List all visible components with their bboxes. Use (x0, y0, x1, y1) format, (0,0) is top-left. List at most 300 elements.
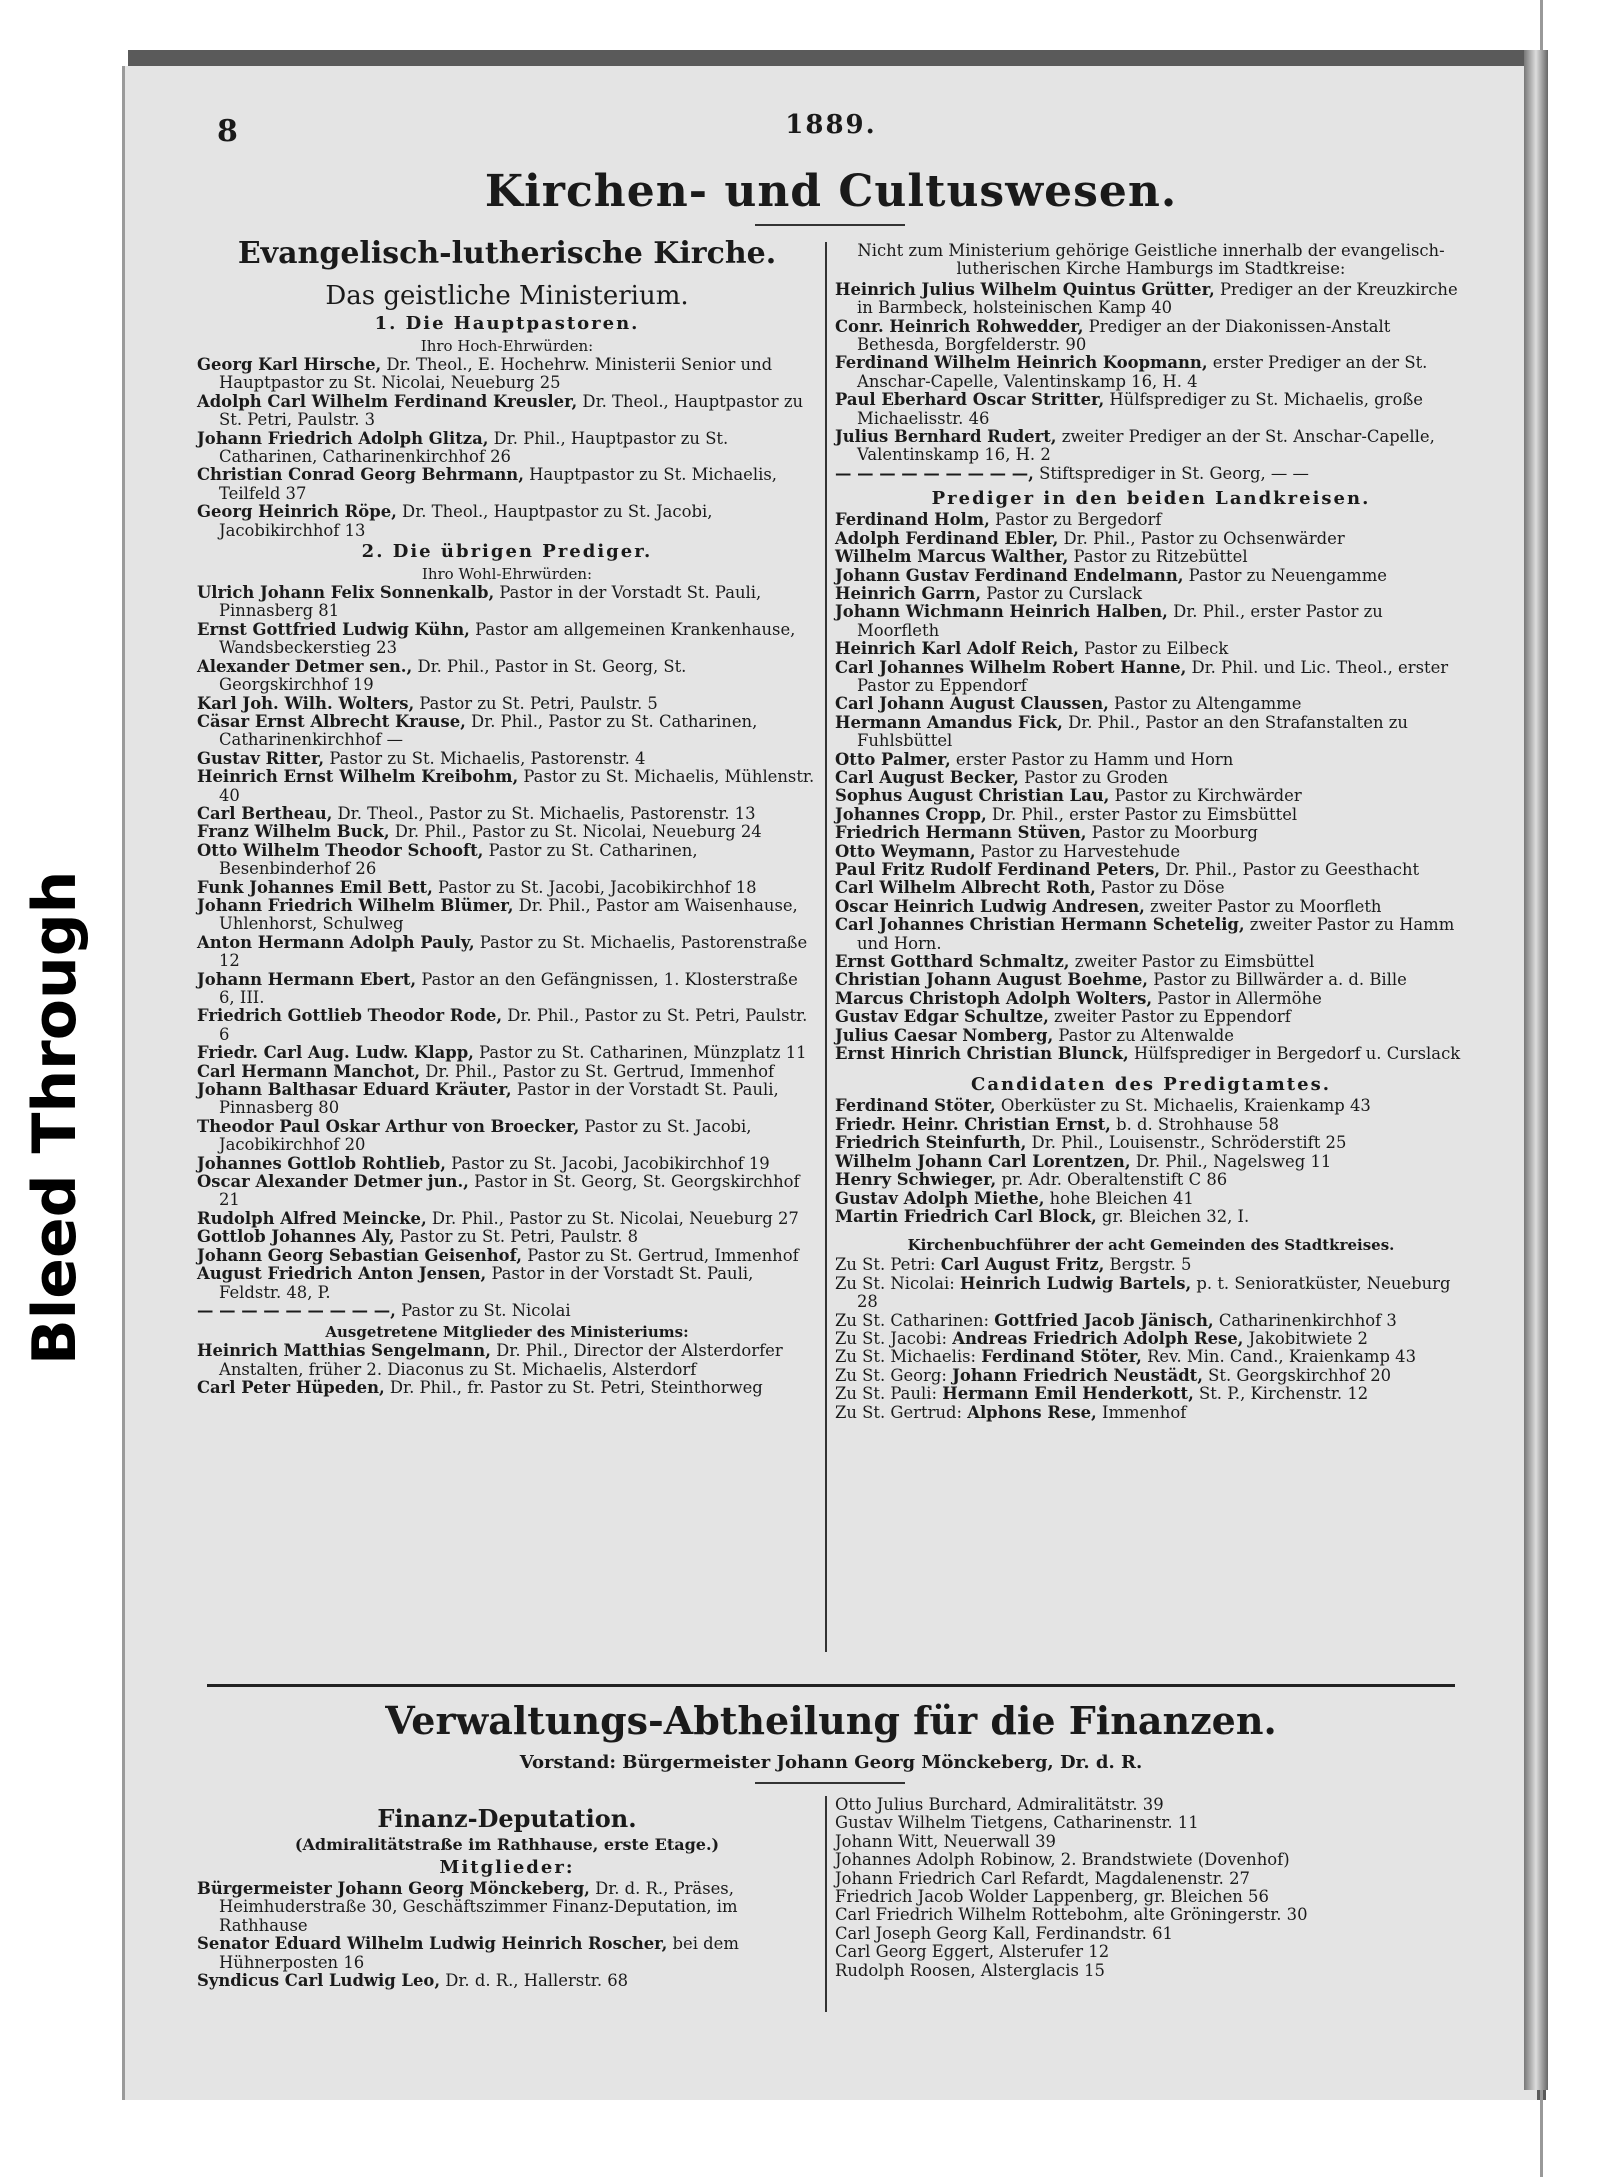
candidates-list (835, 1097, 1467, 1226)
entry-details: Jakobitwiete 2 (1243, 1328, 1368, 1348)
list-item: Rudolph Roosen, Alsterglacis 15 (835, 1960, 1105, 1980)
list-item (835, 511, 1467, 529)
entry-name: Christian Johann August Boehme, (835, 970, 1148, 990)
entry-details: Dr. Theol., Hauptpastor zu St. Jacobi, Jacobikirchhof 13 (219, 502, 713, 540)
entry-details: Pastor zu Bergedorf (989, 510, 1162, 530)
list-item (835, 391, 1467, 428)
entry-name: Heinrich Julius Wilhelm Quintus Grütter, (835, 279, 1215, 299)
section1-list (197, 356, 817, 540)
entry-name: Johann Friedrich Wilhelm Blümer, (197, 895, 514, 915)
entry-details: Pastor zu Ritzebüttel (1068, 547, 1248, 567)
list-item (835, 1134, 1467, 1152)
entry-prefix: Zu St. Jacobi: (835, 1328, 953, 1348)
list-item (835, 787, 1467, 805)
entry-name: Johannes Cropp, (835, 804, 987, 824)
bleed-through-label: Bleed Through (20, 870, 90, 1365)
entry-name: Theodor Paul Oskar Arthur von Broecker, (197, 1116, 580, 1136)
list-item (197, 1173, 817, 1210)
entry-name: Johann Friedrich Adolph Glitza, (197, 428, 489, 448)
entry-name: Friedrich Hermann Stüven, (835, 823, 1087, 843)
list-item (835, 659, 1467, 696)
entry-details: Pastor zu St. Catharinen, Münzplatz 11 (473, 1043, 807, 1063)
entry-details: Dr. d. R., Hallerstr. 68 (440, 1971, 629, 1991)
members-heading: Mitglieder: (439, 1857, 575, 1878)
entry-details: Pastor zu St. Catharinen, Besenbinderhof 26 (219, 840, 698, 879)
entry-details: Pastor zu St. Jacobi, Jacobikirchhof 19 (445, 1153, 770, 1173)
list-item (835, 603, 1467, 640)
entry-name: Heinrich Ernst Wilhelm Kreibohm, (197, 767, 519, 787)
entry-details: Pastor zu Billwärder a. d. Bille (1147, 970, 1407, 990)
list-item (835, 1045, 1467, 1063)
entry-name: Johann Friedrich Neustädt, (952, 1365, 1203, 1385)
entry-details: Prediger an der Kreuzkirche in Barmbeck, holsteinischen Kamp 40 (857, 279, 1458, 318)
entry-details: Pastor zu St. Michaelis, Mühlenstr. 40 (219, 767, 815, 805)
entry-name: Gottfried Jacob Jänisch, (994, 1310, 1214, 1330)
entry-name: Carl Hermann Manchot, (197, 1061, 421, 1081)
entry-name: Christian Conrad Georg Behrmann, (197, 465, 524, 485)
page-title: Kirchen- und Cultuswesen. (484, 166, 1178, 217)
entry-name: Carl Wilhelm Albrecht Roth, (835, 878, 1096, 898)
list-item (197, 805, 817, 823)
list-item (835, 1208, 1467, 1226)
entry-details: Dr. Phil., Nagelsweg 11 (1130, 1151, 1332, 1171)
finance-title: Verwaltungs-Abtheilung für die Finanzen. (385, 1698, 1277, 1743)
landkreis-list (835, 511, 1467, 1063)
entry-details: erster Prediger an der St. Anschar-Capelle, Valentinskamp 16, H. 4 (857, 353, 1428, 391)
entry-name: Friedrich Steinfurth, (835, 1133, 1027, 1153)
list-item (835, 916, 1467, 953)
list-item (197, 1379, 817, 1397)
section-divider (207, 1684, 1455, 1687)
entry-details: Stiftsprediger in St. Georg, — — (1033, 463, 1309, 483)
section2-list (197, 584, 817, 1320)
list-item (197, 1972, 817, 1990)
entry-name: Andreas Friedrich Adolph Rese, (952, 1328, 1244, 1348)
list-item (197, 584, 817, 621)
entry-details: Dr. Phil., Pastor zu Ochsenwärder (1058, 528, 1345, 548)
entry-name: Franz Wilhelm Buck, (197, 822, 390, 842)
entry-details: Pastor zu St. Petri, Paulstr. 8 (394, 1227, 639, 1247)
entry-details: Dr. Phil., Pastor zu St. Catharinen, Catharinenkirchhof — (219, 711, 758, 750)
entry-name: Heinrich Ludwig Bartels, (960, 1273, 1192, 1293)
list-item (197, 621, 817, 658)
list-item: Johann Friedrich Carl Refardt, Magdalenenstr. 27 (835, 1868, 1250, 1888)
entry-name: Carl Johann August Claussen, (835, 694, 1109, 714)
entry-prefix: Zu St. Pauli: (835, 1384, 943, 1404)
entry-name: — — — — — — — — —, (197, 1300, 396, 1320)
list-item (197, 658, 817, 695)
list-item (197, 1007, 817, 1044)
list-item (835, 281, 1467, 318)
list-item (197, 695, 817, 713)
entry-details: Pastor in der Vorstadt St. Pauli, Pinnasberg 80 (219, 1080, 779, 1118)
page-number: 8 (217, 114, 238, 149)
list-item (835, 769, 1467, 787)
title-rule (755, 224, 905, 226)
entry-details: Pastor zu Altengamme (1108, 694, 1302, 714)
entry-name: Paul Eberhard Oscar Stritter, (835, 390, 1105, 410)
entry-details: Pastor zu Groden (1018, 767, 1169, 787)
entry-details: St. Georgskirchhof 20 (1202, 1365, 1392, 1385)
list-item (835, 898, 1467, 916)
list-item (835, 567, 1467, 585)
side-panel (0, 0, 112, 2177)
finance-left-column (197, 1804, 817, 1990)
entry-details: Dr. Theol., E. Hochehrw. Ministerii Senior und Hauptpastor zu St. Nicolai, Neueburg 25 (219, 355, 773, 393)
entry-name: Gustav Edgar Schultze, (835, 1007, 1049, 1027)
entry-name: Friedr. Heinr. Christian Ernst, (835, 1114, 1111, 1134)
list-item (835, 953, 1467, 971)
entry-details: Dr. Phil., Louisenstr., Schröderstift 25 (1026, 1133, 1347, 1153)
entry-name: Georg Heinrich Röpe, (197, 502, 397, 522)
entry-details: Pastor zu St. Gertrud, Immenhof (522, 1245, 799, 1265)
entry-name: Karl Joh. Wilh. Wolters, (197, 693, 415, 713)
finance-column-divider (825, 1796, 827, 2012)
entry-details: Bergstr. 5 (1104, 1255, 1192, 1275)
column-divider (825, 242, 827, 1652)
entry-name: Ernst Gottfried Ludwig Kühn, (197, 619, 470, 639)
list-item (835, 1153, 1467, 1171)
list-item (197, 842, 817, 879)
entry-name: Carl Peter Hüpeden, (197, 1378, 385, 1398)
retired-heading: Ausgetretene Mitglieder des Ministeriums: (325, 1323, 689, 1342)
entry-name: Ulrich Johann Felix Sonnenkalb, (197, 583, 495, 603)
entry-details: Dr. Theol., Hauptpastor zu St. Petri, Paulstr. 3 (219, 391, 804, 430)
entry-details: Rev. Min. Cand., Kraienkamp 43 (1141, 1347, 1417, 1367)
entry-name: Georg Karl Hirsche, (197, 355, 382, 374)
list-item (835, 971, 1467, 989)
list-item: Gustav Wilhelm Tietgens, Catharinenstr. 11 (835, 1813, 1199, 1833)
list-item (835, 1027, 1467, 1045)
section2-heading: 2. Die übrigen Prediger. (361, 541, 653, 563)
entry-details: Hauptpastor zu St. Michaelis, Teilfeld 37 (219, 465, 777, 503)
entry-name: Gustav Adolph Miethe, (835, 1188, 1045, 1208)
entry-details: Pastor in Allermöhe (1152, 988, 1322, 1008)
list-item (197, 1063, 817, 1081)
entry-prefix: Zu St. Catharinen: (835, 1310, 995, 1330)
entry-name: Friedr. Carl Aug. Ludw. Klapp, (197, 1043, 474, 1063)
list-item (197, 1228, 817, 1246)
entry-name: Heinrich Garrn, (835, 583, 982, 603)
ministry-heading: Das geistliche Ministerium. (325, 281, 689, 311)
list-item (835, 1116, 1467, 1134)
entry-details: Pastor in St. Georg, St. Georgskirchhof 21 (219, 1172, 800, 1210)
list-item: Carl Joseph Georg Kall, Ferdinandstr. 61 (835, 1923, 1173, 1943)
entry-details: Oberküster zu St. Michaelis, Kraienkamp 43 (995, 1096, 1371, 1116)
entry-name: Wilhelm Marcus Walther, (835, 547, 1069, 567)
entry-details: Immenhof (1096, 1402, 1187, 1422)
finance-subtitle: Vorstand: Bürgermeister Johann Georg Mönckeberg, Dr. d. R. (519, 1752, 1143, 1773)
entry-details: Dr. Phil., Director der Alsterdorfer Anstalten, früher 2. Diaconus zu St. Michaelis, Alsterdorf (219, 1341, 783, 1379)
list-item (835, 1367, 1467, 1385)
list-item (835, 1256, 1467, 1274)
entry-details: Pastor zu St. Petri, Paulstr. 5 (414, 693, 658, 713)
entry-details: zweiter Pastor zu Eimsbüttel (1069, 952, 1315, 972)
list-item (835, 1312, 1467, 1330)
list-item (835, 751, 1467, 769)
list-item (197, 713, 817, 750)
entry-details: Hülfsprediger in Bergedorf u. Curslack (1128, 1044, 1461, 1064)
entry-details: Pastor zu Döse (1095, 878, 1225, 898)
year-heading: 1889. (785, 110, 877, 140)
list-item (197, 430, 817, 467)
list-item (835, 1348, 1467, 1366)
list-item (197, 1044, 817, 1062)
list-item (197, 750, 817, 768)
list-item (835, 990, 1467, 1008)
entry-details: Pastor zu St. Nicolai (395, 1300, 571, 1320)
entry-name: Carl August Fritz, (940, 1255, 1105, 1275)
entry-name: Ferdinand Stöter, (981, 1347, 1142, 1367)
entry-details: Dr. Phil., erster Pastor zu Eimsbüttel (986, 804, 1298, 824)
list-item (197, 1935, 817, 1972)
entry-name: Carl Johannes Wilhelm Robert Hanne, (835, 657, 1187, 677)
clerks-list (835, 1256, 1467, 1422)
entry-details: hohe Bleichen 41 (1044, 1188, 1194, 1208)
entry-name: Anton Hermann Adolph Pauly, (197, 932, 475, 952)
document-page (122, 66, 1537, 2100)
entry-name: Ferdinand Holm, (835, 510, 990, 530)
section1-heading: 1. Die Hauptpastoren. (374, 313, 640, 334)
list-item (835, 1330, 1467, 1348)
retired-list (197, 1342, 817, 1397)
entry-details: Dr. Phil., Pastor am Waisenhause, Uhlenhorst, Schulweg (219, 895, 798, 934)
entry-name: Alexander Detmer sen., (197, 656, 413, 676)
non-ministry-list (835, 281, 1467, 483)
list-item (197, 466, 817, 503)
list-item (197, 971, 817, 1008)
entry-name: Conr. Heinrich Rohwedder, (835, 316, 1084, 336)
entry-details: Dr. Phil., Hauptpastor zu St. Catharinen, Catharinenkirchhof 26 (219, 428, 729, 467)
list-item: Carl Friedrich Wilhelm Rottebohm, alte Gröningerstr. 30 (835, 1905, 1308, 1925)
entry-name: Ferdinand Wilhelm Heinrich Koopmann, (835, 353, 1208, 373)
list-item (835, 695, 1467, 713)
entry-name: Sophus August Christian Lau, (835, 786, 1110, 806)
entry-name: Carl August Becker, (835, 767, 1019, 787)
entry-name: Syndicus Carl Ludwig Leo, (197, 1971, 441, 1991)
list-item (835, 354, 1467, 391)
entry-name: Paul Fritz Rudolf Ferdinand Peters, (835, 860, 1161, 879)
entry-name: Julius Caesar Nomberg, (835, 1025, 1054, 1045)
entry-details: Pastor zu Kirchwärder (1109, 786, 1302, 806)
entry-name: Otto Wilhelm Theodor Schooft, (197, 840, 484, 860)
members-left-list (197, 1880, 817, 1990)
entry-name: Funk Johannes Emil Bett, (197, 877, 433, 897)
entry-name: Johann Gustav Ferdinand Endelmann, (835, 565, 1184, 585)
entry-details: pr. Adr. Oberaltenstift C 86 (996, 1170, 1228, 1190)
entry-name: Carl Bertheau, (197, 803, 333, 823)
entry-details: Dr. Phil., Pastor zu Geesthacht (1160, 860, 1420, 879)
entry-name: Otto Weymann, (835, 841, 976, 861)
list-item (835, 879, 1467, 897)
list-item (835, 806, 1467, 824)
entry-details: Pastor am allgemeinen Krankenhause, Wandsbeckerstieg 23 (219, 619, 796, 658)
entry-prefix: Zu St. Nicolai: (835, 1273, 961, 1293)
entry-name: Johannes Gottlob Rohtlieb, (197, 1153, 446, 1173)
entry-name: Senator Eduard Wilhelm Ludwig Heinrich Roscher, (197, 1934, 668, 1954)
landkreis-heading: Prediger in den beiden Landkreisen. (931, 488, 1371, 510)
list-item (835, 714, 1467, 751)
entry-name: Adolph Carl Wilhelm Ferdinand Kreusler, (197, 391, 578, 411)
entry-details: zweiter Pastor zu Hamm und Horn. (857, 915, 1455, 953)
list-item (197, 879, 817, 897)
entry-name: — — — — — — — — —, (835, 463, 1034, 483)
list-item (197, 1265, 817, 1302)
page-edge (1524, 50, 1548, 2090)
list-item (197, 1118, 817, 1155)
entry-details: Pastor in der Vorstadt St. Pauli, Pinnasberg 81 (219, 583, 762, 621)
list-item (835, 1097, 1467, 1115)
entry-name: Hermann Emil Henderkott, (942, 1384, 1194, 1404)
list-item (835, 428, 1467, 465)
entry-details: Dr. Phil., Pastor zu St. Nicolai, Neueburg 27 (426, 1208, 799, 1228)
list-item (197, 393, 817, 430)
list-item (835, 843, 1467, 861)
entry-name: Ernst Hinrich Christian Blunck, (835, 1044, 1129, 1064)
entry-details: zweiter Pastor zu Moorfleth (1144, 896, 1382, 916)
entry-details: Dr. Phil., Pastor zu St. Nicolai, Neueburg 24 (389, 822, 762, 842)
entry-name: Johann Balthasar Eduard Kräuter, (197, 1080, 512, 1100)
list-item (197, 897, 817, 934)
list-item (197, 503, 817, 540)
list-item (835, 548, 1467, 566)
list-item (197, 1210, 817, 1228)
entry-details: b. d. Strohhause 58 (1110, 1114, 1280, 1134)
entry-name: Heinrich Karl Adolf Reich, (835, 639, 1079, 659)
list-item (835, 1008, 1467, 1026)
entry-name: Gustav Ritter, (197, 748, 325, 768)
entry-name: Johann Georg Sebastian Geisenhof, (197, 1245, 523, 1265)
entry-prefix: Zu St. Petri: (835, 1255, 941, 1275)
non-ministry-intro: Nicht zum Ministerium gehörige Geistliche innerhalb der evangelisch-lutherischen Kirche Hamburgs im Stadtkreise: (857, 241, 1445, 279)
list-item (835, 1171, 1467, 1189)
entry-details: Pastor zu Harvestehude (975, 841, 1181, 861)
entry-details: Dr. Phil., Pastor an den Strafanstalten zu Fuhlsbüttel (857, 712, 1408, 751)
entry-prefix: Zu St. Gertrud: (835, 1402, 968, 1422)
list-item (835, 1385, 1467, 1403)
candidates-heading: Candidaten des Predigtamtes. (971, 1074, 1331, 1096)
entry-name: Julius Bernhard Rudert, (835, 427, 1057, 447)
list-item (835, 640, 1467, 658)
clerks-heading: Kirchenbuchführer der acht Gemeinden des Stadtkreises. (907, 1236, 1395, 1255)
list-item: Carl Georg Eggert, Alsterufer 12 (835, 1942, 1110, 1962)
entry-name: Wilhelm Johann Carl Lorentzen, (835, 1151, 1131, 1171)
entry-details: Prediger an der Diakonissen-Anstalt Bethesda, Borgfelderstr. 90 (857, 316, 1391, 355)
entry-details: Pastor zu St. Michaelis, Pastorenstraße 12 (219, 932, 808, 971)
entry-details: Pastor zu St. Michaelis, Pastorenstr. 4 (324, 748, 646, 768)
entry-details: Pastor an den Gefängnissen, 1. Klosterstraße 6, III. (219, 969, 798, 1007)
list-item (197, 1302, 817, 1320)
list-item: Otto Julius Burchard, Admiralitätstr. 39 (835, 1795, 1164, 1814)
entry-details: erster Pastor zu Hamm und Horn (950, 749, 1234, 769)
list-item (197, 1247, 817, 1265)
entry-details: Pastor zu Moorburg (1086, 823, 1258, 843)
entry-name: Johann Hermann Ebert, (197, 969, 417, 989)
list-item (835, 585, 1467, 603)
entry-details: Dr. d. R., Präses, Heimhuderstraße 30, Geschäftszimmer Finanz-Deputation, im Rathhause (219, 1879, 738, 1935)
section2-intro: Ihro Wohl-Ehrwürden: (421, 565, 593, 584)
entry-details: Dr. Phil. und Lic. Theol., erster Pastor zu Eppendorf (857, 657, 1449, 695)
entry-name: Martin Friedrich Carl Block, (835, 1206, 1097, 1226)
entry-details: Pastor zu Neuengamme (1183, 565, 1387, 585)
entry-details: bei dem Hühnerposten 16 (219, 1934, 739, 1972)
entry-details: Pastor in der Vorstadt St. Pauli, Feldstr. 48, P. (219, 1264, 754, 1302)
entry-name: Gottlob Johannes Aly, (197, 1227, 395, 1247)
entry-details: Pastor zu Altenwalde (1053, 1025, 1234, 1045)
right-column (835, 242, 1467, 1422)
list-item (197, 1155, 817, 1173)
list-item (197, 934, 817, 971)
list-item (197, 823, 817, 841)
list-item (835, 465, 1467, 483)
deputation-heading: Finanz-Deputation. (377, 1804, 637, 1833)
entry-name: Adolph Ferdinand Ebler, (835, 528, 1059, 548)
entry-details: Pastor zu St. Jacobi, Jacobikirchhof 18 (432, 877, 757, 897)
entry-details: p. t. Senioratküster, Neueburg 28 (857, 1273, 1451, 1312)
entry-details: zweiter Pastor zu Eppendorf (1048, 1007, 1291, 1027)
list-item (197, 356, 817, 393)
church-heading: Evangelisch-lutherische Kirche. (237, 236, 777, 271)
list-item (835, 1190, 1467, 1208)
entry-name: Johann Wichmann Heinrich Halben, (835, 602, 1168, 622)
entry-name: Carl Johannes Christian Hermann Schetelig, (835, 915, 1245, 935)
finance-rule (755, 1782, 905, 1784)
list-item (197, 1342, 817, 1379)
entry-details: Dr. Phil., Pastor zu St. Gertrud, Immenhof (420, 1061, 775, 1081)
entry-name: Marcus Christoph Adolph Wolters, (835, 988, 1153, 1008)
section1-intro: Ihro Hoch-Ehrwürden: (420, 337, 594, 355)
entry-name: Ernst Gotthard Schmaltz, (835, 952, 1070, 972)
list-item (197, 1081, 817, 1118)
entry-name: Rudolph Alfred Meincke, (197, 1208, 427, 1228)
entry-details: zweiter Prediger an der St. Anschar-Capelle, Valentinskamp 16, H. 2 (857, 427, 1435, 465)
left-column (197, 234, 817, 1398)
list-item (197, 768, 817, 805)
entry-name: Oscar Heinrich Ludwig Andresen, (835, 896, 1145, 916)
list-item: Friedrich Jacob Wolder Lappenberg, gr. Bleichen 56 (835, 1887, 1269, 1907)
entry-details: St. P., Kirchenstr. 12 (1193, 1384, 1369, 1404)
deputation-address: (Admiralitätstraße im Rathhause, erste Etage.) (294, 1835, 720, 1854)
entry-details: Dr. Theol., Pastor zu St. Michaelis, Pastorenstr. 13 (332, 803, 756, 823)
entry-details: Dr. Phil., Pastor zu St. Petri, Paulstr. 6 (219, 1006, 808, 1044)
list-item (835, 318, 1467, 355)
finance-right-column (835, 1796, 1455, 1980)
entry-details: Dr. Phil., erster Pastor zu Moorfleth (857, 602, 1383, 640)
entry-details: gr. Bleichen 32, I. (1096, 1206, 1250, 1226)
entry-name: August Friedrich Anton Jensen, (197, 1264, 487, 1284)
entry-details: Pastor zu Eilbeck (1078, 639, 1229, 659)
entry-details: Pastor zu St. Jacobi, Jacobikirchhof 20 (219, 1116, 752, 1155)
entry-prefix: Zu St. Georg: (835, 1365, 953, 1385)
list-item (835, 1275, 1467, 1312)
entry-name: Hermann Amandus Fick, (835, 712, 1063, 732)
entry-prefix: Zu St. Michaelis: (835, 1347, 982, 1367)
entry-name: Ferdinand Stöter, (835, 1096, 996, 1116)
entry-details: Catharinenkirchhof 3 (1213, 1310, 1397, 1330)
list-item (835, 1404, 1467, 1422)
entry-name: Cäsar Ernst Albrecht Krause, (197, 711, 466, 731)
list-item (835, 861, 1467, 879)
entry-name: Bürgermeister Johann Georg Mönckeberg, (197, 1879, 590, 1898)
list-item (835, 530, 1467, 548)
entry-name: Henry Schwieger, (835, 1170, 997, 1190)
members-right-list (835, 1796, 1455, 1980)
entry-details: Dr. Phil., fr. Pastor zu St. Petri, Steinthorweg (384, 1378, 763, 1398)
list-item (197, 1880, 817, 1935)
entry-name: Oscar Alexander Detmer jun., (197, 1172, 469, 1192)
entry-details: Pastor zu Curslack (981, 583, 1143, 603)
list-item: Johannes Adolph Robinow, 2. Brandstwiete (Dovenhof) (835, 1850, 1290, 1870)
